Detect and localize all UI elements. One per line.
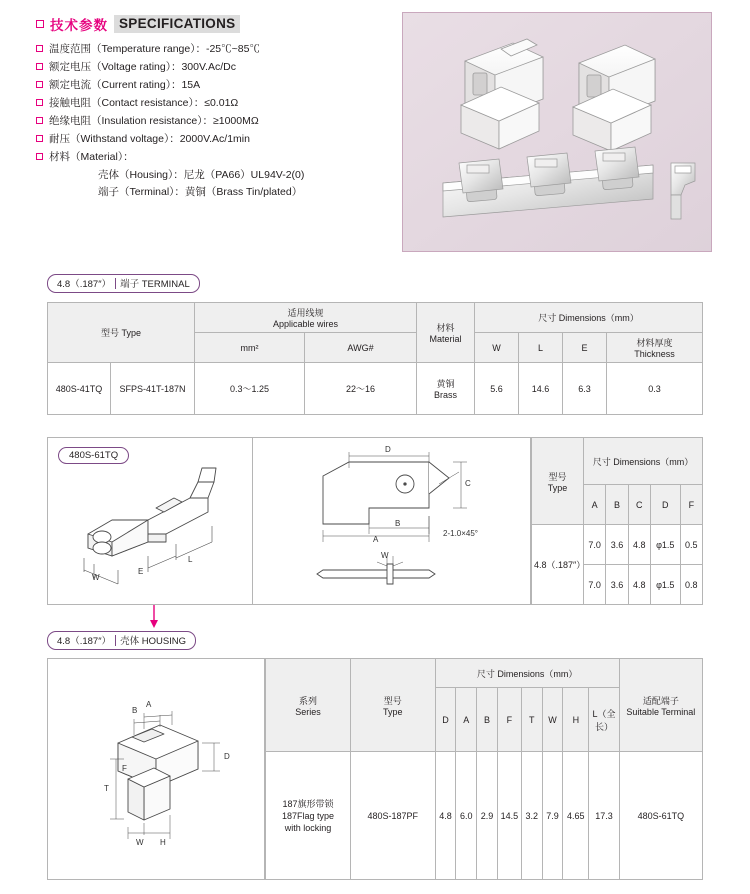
product-photo-illustration [403,13,712,252]
spec-item-text: 额定电流（Current rating）：15A [49,79,201,91]
bullet-square-icon [36,153,43,160]
cell-d: φ1.5 [650,525,680,565]
th-dim-a: A [456,688,477,752]
cell-series-line2: 187Flag type [281,810,335,821]
terminal-2d-drawing [253,438,529,604]
th-awg: AWG# [305,333,417,363]
th-type-en: Type [383,706,403,717]
th-dim-f: F [497,688,521,752]
spec-item-text: 绝缘电阻（Insulation resistance）：≥1000MΩ [49,115,259,127]
th-type: 型号 Type [48,303,195,363]
th-thickness-en: Thickness [634,349,675,359]
th-type-en: Type [547,482,568,493]
th-dim-b: B [477,688,498,752]
th-dim-w: W [542,688,563,752]
th-type [350,659,435,752]
pill-divider [115,278,116,289]
dim-label-chamfer: 2-1.0×45° [443,529,479,538]
dim-label-e: E [138,567,144,576]
dim-label-w2: W [381,551,389,560]
cell-a: 7.0 [584,565,606,605]
dim-label-f: F [122,764,127,773]
terminal-table [47,302,703,415]
th-dimensions: 尺寸 Dimensions（mm） [435,659,619,688]
terminal-3d-drawing-panel [47,437,253,605]
bullet-square-icon [36,135,43,142]
cell-c: 4.8 [628,565,650,605]
spec-item-text: 耐压（Withstand voltage）：2000V.Ac/1min [49,133,250,145]
cell-type: 480S-187PF [350,752,435,880]
pill-divider [115,635,116,646]
cell-awg: 22～16 [305,363,417,415]
spec-item-text: 温度范围（Temperature range）：-25℃~85℃ [49,43,260,55]
table-row [532,438,703,485]
bullet-square-icon [36,45,43,52]
label-terminal [47,274,200,293]
housing-section [47,658,703,880]
cell-material-en: Brass [433,390,457,400]
housing-pill-text: 壳体 HOUSING [120,636,187,647]
th-w: W [475,333,519,363]
table-row [266,659,703,688]
spec-item [36,95,396,112]
table-row [48,303,703,333]
th-series [266,659,351,752]
th-mm2: mm² [195,333,305,363]
th-e: E [563,333,607,363]
cell-b: 3.6 [606,525,628,565]
th-suitable-terminal [619,659,702,752]
terminal-pill [47,274,200,293]
th-type-cn: 型号 [548,471,567,482]
th-d: D [650,485,680,525]
dim-label-l: L [188,555,193,564]
dim-label-c: C [465,479,471,488]
spec-item [36,77,396,94]
dim-label-a: A [373,535,379,544]
dim-label-w: W [136,838,144,847]
terminal-table-wrap [47,302,703,415]
flow-arrow-icon [147,605,161,629]
th-material-cn: 材料 [436,323,455,333]
table-row [266,752,703,880]
cell-material [417,363,475,415]
bullet-square-icon [36,81,43,88]
cell-d: φ1.5 [650,565,680,605]
dim-label-a: A [146,700,152,709]
bullet-square-icon [36,20,44,28]
bullet-square-icon [36,117,43,124]
dim-label-w: W [92,573,100,582]
cell-l: 14.6 [519,363,563,415]
th-dim-l: L（全长） [589,688,620,752]
cell-thickness: 0.3 [607,363,703,415]
terminal-pill-size: 4.8（.187″） [57,279,112,290]
dim-label-d: D [224,752,230,761]
th-dim-h: H [563,688,589,752]
th-material-en: Material [429,334,462,344]
specifications-heading [36,14,396,34]
th-b: B [606,485,628,525]
spec-title-en: SPECIFICATIONS [114,15,240,33]
cell-series [266,752,351,880]
th-f: F [680,485,702,525]
th-l: L [519,333,563,363]
spec-subitem: 壳体（Housing）：尼龙（PA66）UL94V-2(0) [98,169,305,181]
housing-table [265,658,703,880]
dim-label-b: B [395,519,401,528]
housing-table-wrap [265,658,703,880]
th-dimensions: 尺寸 Dimensions（mm） [584,438,703,485]
cell-material-cn: 黄铜 [436,379,455,389]
spec-item [36,131,396,148]
terminal-drawing-section [47,437,703,605]
cell-type-value: 4.8（.187″） [532,525,584,605]
spec-item [36,149,396,166]
cell-series-line3: with locking [284,822,332,833]
cell-dim-l: 17.3 [589,752,620,880]
cell-mm2: 0.3～1.25 [195,363,305,415]
housing-pill-size: 4.8（.187″） [57,636,112,647]
cell-f: 0.8 [680,565,702,605]
th-series-cn: 系列 [298,695,317,706]
th-applicable-wires [195,303,417,333]
spec-item-text: 接触电阻（Contact resistance）：≤0.01Ω [49,97,239,109]
th-wires-en: Applicable wires [272,319,339,329]
terminal-2d-drawing-panel [253,437,531,605]
terminal-dim-table-wrap [531,437,703,605]
th-c: C [628,485,650,525]
cell-dim-f: 14.5 [497,752,521,880]
spec-item-text: 额定电压（Voltage rating）：300V.Ac/Dc [49,61,236,73]
spec-title-cn: 技术参数 [50,18,108,33]
bullet-square-icon [36,63,43,70]
cell-dim-t: 3.2 [521,752,542,880]
cell-dim-d: 4.8 [435,752,456,880]
spec-subitem: 端子（Terminal）：黄铜（Brass Tin/plated） [98,186,303,198]
cell-b: 3.6 [606,565,628,605]
dim-label-d: D [385,445,391,454]
label-housing [47,631,196,650]
housing-drawing-panel [47,658,265,880]
th-dimensions: 尺寸 Dimensions（mm） [475,303,703,333]
cell-e: 6.3 [563,363,607,415]
bullet-square-icon [36,99,43,106]
th-type-cn: 型号 [383,695,402,706]
dim-label-t: T [104,784,109,793]
housing-pill [47,631,196,650]
terminal-dim-table [531,437,703,605]
th-a: A [584,485,606,525]
cell-w: 5.6 [475,363,519,415]
spec-item-text: 材料（Material）： [49,151,134,163]
terminal-pill-text: 端子 TERMINAL [120,279,190,290]
dim-label-b: B [132,706,138,715]
th-thickness-cn: 材料厚度 [636,338,673,348]
th-type [532,438,584,525]
spec-list [36,41,396,201]
cell-dim-w: 7.9 [542,752,563,880]
product-photo [402,12,712,252]
th-series-en: Series [295,706,321,717]
cell-type-2: SFPS-41T-187N [111,363,195,415]
terminal-type-pill: 480S-61TQ [58,447,129,464]
cell-series-line1: 187旗形带锁 [282,798,334,809]
housing-drawing [48,659,264,879]
cell-dim-b: 2.9 [477,752,498,880]
th-thickness [607,333,703,363]
dim-label-h: H [160,838,166,847]
table-row [532,525,703,565]
cell-a: 7.0 [584,525,606,565]
th-material [417,303,475,363]
th-wires-cn: 适用线规 [287,308,324,318]
spec-item [36,59,396,76]
th-suitable-cn: 适配端子 [642,695,679,706]
cell-suitable-terminal: 480S-61TQ [619,752,702,880]
cell-type-1: 480S-41TQ [48,363,111,415]
cell-dim-a: 6.0 [456,752,477,880]
th-dim-d: D [435,688,456,752]
cell-f: 0.5 [680,525,702,565]
cell-dim-h: 4.65 [563,752,589,880]
spec-item [36,41,396,58]
table-row [48,363,703,415]
specifications-section [36,14,396,201]
spec-item [36,113,396,130]
cell-c: 4.8 [628,525,650,565]
th-suitable-en: Suitable Terminal [626,706,696,717]
th-dim-t: T [521,688,542,752]
